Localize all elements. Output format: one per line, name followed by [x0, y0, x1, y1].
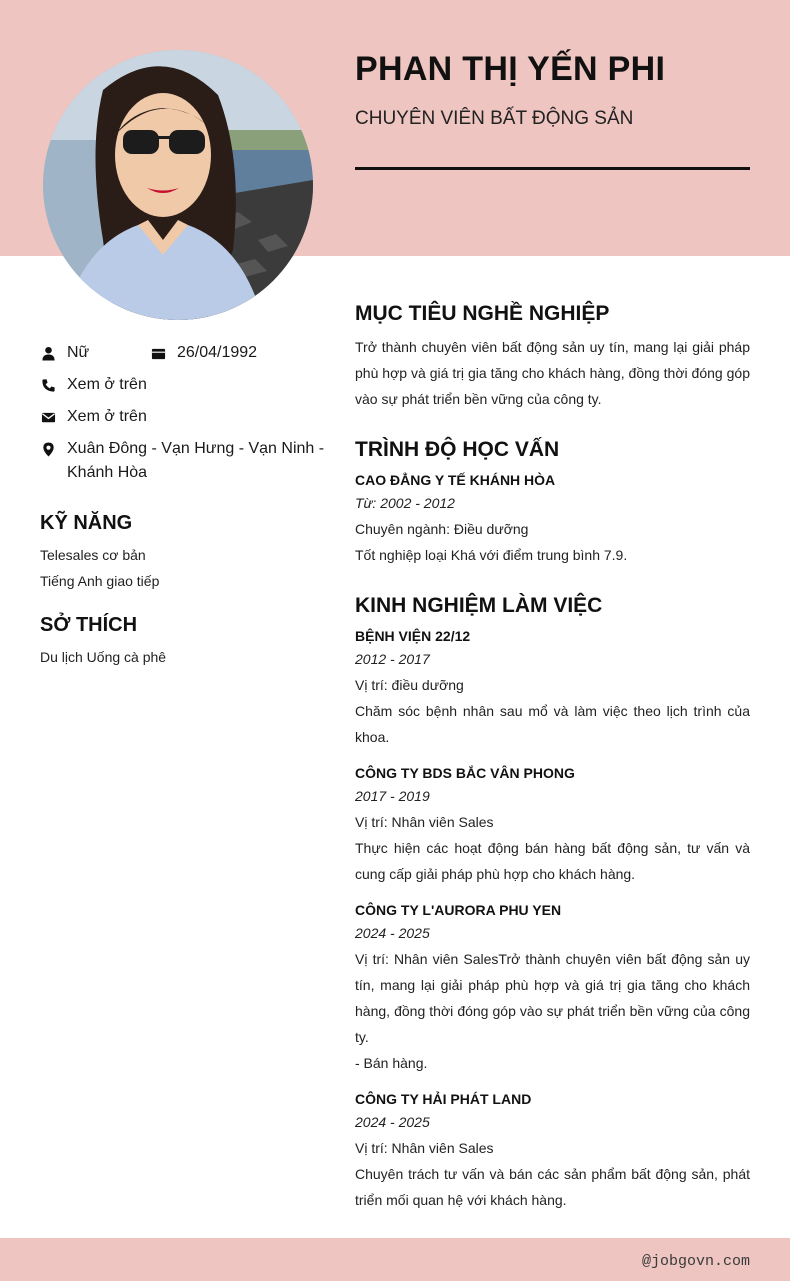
calendar-icon	[150, 341, 166, 365]
person-icon	[40, 341, 56, 365]
education-result: Tốt nghiệp loại Khá với điểm trung bình 7.9.	[355, 547, 628, 563]
job-position: Vị trí: Nhân viên Sales	[355, 814, 494, 830]
skill-item: Telesales cơ bản	[40, 547, 146, 563]
job-period: 2017 - 2019	[355, 788, 430, 804]
hobbies-heading: SỞ THÍCH	[40, 614, 138, 636]
phone-row	[40, 373, 147, 397]
job-position: Vị trí: Nhân viên Sales	[355, 1140, 494, 1156]
skill-item: Tiếng Anh giao tiếp	[40, 573, 160, 589]
job-period: 2012 - 2017	[355, 651, 430, 667]
header-divider	[355, 167, 750, 170]
address-row	[40, 437, 325, 485]
avatar-photo	[43, 50, 313, 320]
email-value: Xem ở trên	[67, 408, 147, 425]
objective-section	[355, 300, 750, 412]
job-period: 2024 - 2025	[355, 925, 430, 941]
school-name: CAO ĐẲNG Y TẾ KHÁNH HÒA	[355, 472, 556, 488]
main-column	[355, 300, 750, 1237]
education-heading: TRÌNH ĐỘ HỌC VẤN	[355, 438, 560, 461]
job-position: Vị trí: điều dưỡng	[355, 677, 464, 693]
job-company: CÔNG TY HẢI PHÁT LAND	[355, 1091, 532, 1107]
job-entry	[355, 626, 750, 750]
job-description: Chuyên trách tư vấn và bán các sản phẩm bất động sản, phát triển mối quan hệ với khách hàng.	[355, 1166, 750, 1208]
job-company: CÔNG TY BDS BẮC VÂN PHONG	[355, 765, 575, 781]
mail-icon	[40, 405, 56, 429]
job-description: Thực hiện các hoạt động bán hàng bất động sản, tư vấn và cung cấp giải pháp phù hợp cho khách hàng.	[355, 840, 750, 882]
candidate-name: PHAN THỊ YẾN PHI	[355, 50, 666, 88]
job-company: BỆNH VIỆN 22/12	[355, 628, 471, 644]
job-description: - Bán hàng.	[355, 1055, 428, 1071]
avatar	[43, 50, 313, 320]
job-description: Chăm sóc bệnh nhân sau mổ và làm việc theo lịch trình của khoa.	[355, 703, 750, 745]
gender-row	[40, 341, 89, 365]
address-value: Xuân Đông - Vạn Hưng - Vạn Ninh - Khánh Hòa	[67, 440, 325, 481]
education-period: Từ: 2002 - 2012	[355, 495, 455, 511]
location-icon	[40, 437, 56, 461]
job-entry	[355, 763, 750, 887]
job-entry	[355, 1089, 750, 1213]
education-section	[355, 436, 750, 568]
phone-value: Xem ở trên	[67, 376, 147, 393]
job-entry	[355, 900, 750, 1076]
job-company: CÔNG TY L'AURORA PHU YEN	[355, 902, 562, 918]
gender-value: Nữ	[67, 344, 90, 361]
watermark: @jobgovn.com	[641, 1253, 750, 1270]
objective-text: Trở thành chuyên viên bất động sản uy tín, mang lại giải pháp phù hợp và giá trị gia tăng cho khách hàng, đồng thời đóng góp vào sự phát triển bền vững của công ty.	[355, 339, 750, 407]
birthday-row	[150, 341, 257, 365]
experience-section	[355, 592, 750, 1213]
phone-icon	[40, 373, 56, 397]
email-row	[40, 405, 147, 429]
birthday-value: 26/04/1992	[177, 344, 258, 361]
education-major: Chuyên ngành: Điều dưỡng	[355, 521, 529, 537]
experience-heading: KINH NGHIỆM LÀM VIỆC	[355, 594, 603, 617]
candidate-title: CHUYÊN VIÊN BẤT ĐỘNG SẢN	[355, 108, 634, 129]
hobbies-text: Du lịch Uống cà phê	[40, 649, 167, 665]
job-position: Vị trí: Nhân viên SalesTrở thành chuyên viên bất động sản uy tín, mang lại giải pháp phù hợp và giá trị gia tăng cho khách hàng, đồng thời đóng góp vào sự phát triển bền vững của công ty.	[355, 951, 750, 1045]
objective-heading: MỤC TIÊU NGHỀ NGHIỆP	[355, 302, 610, 325]
skills-heading: KỸ NĂNG	[40, 512, 133, 534]
job-period: 2024 - 2025	[355, 1114, 430, 1130]
